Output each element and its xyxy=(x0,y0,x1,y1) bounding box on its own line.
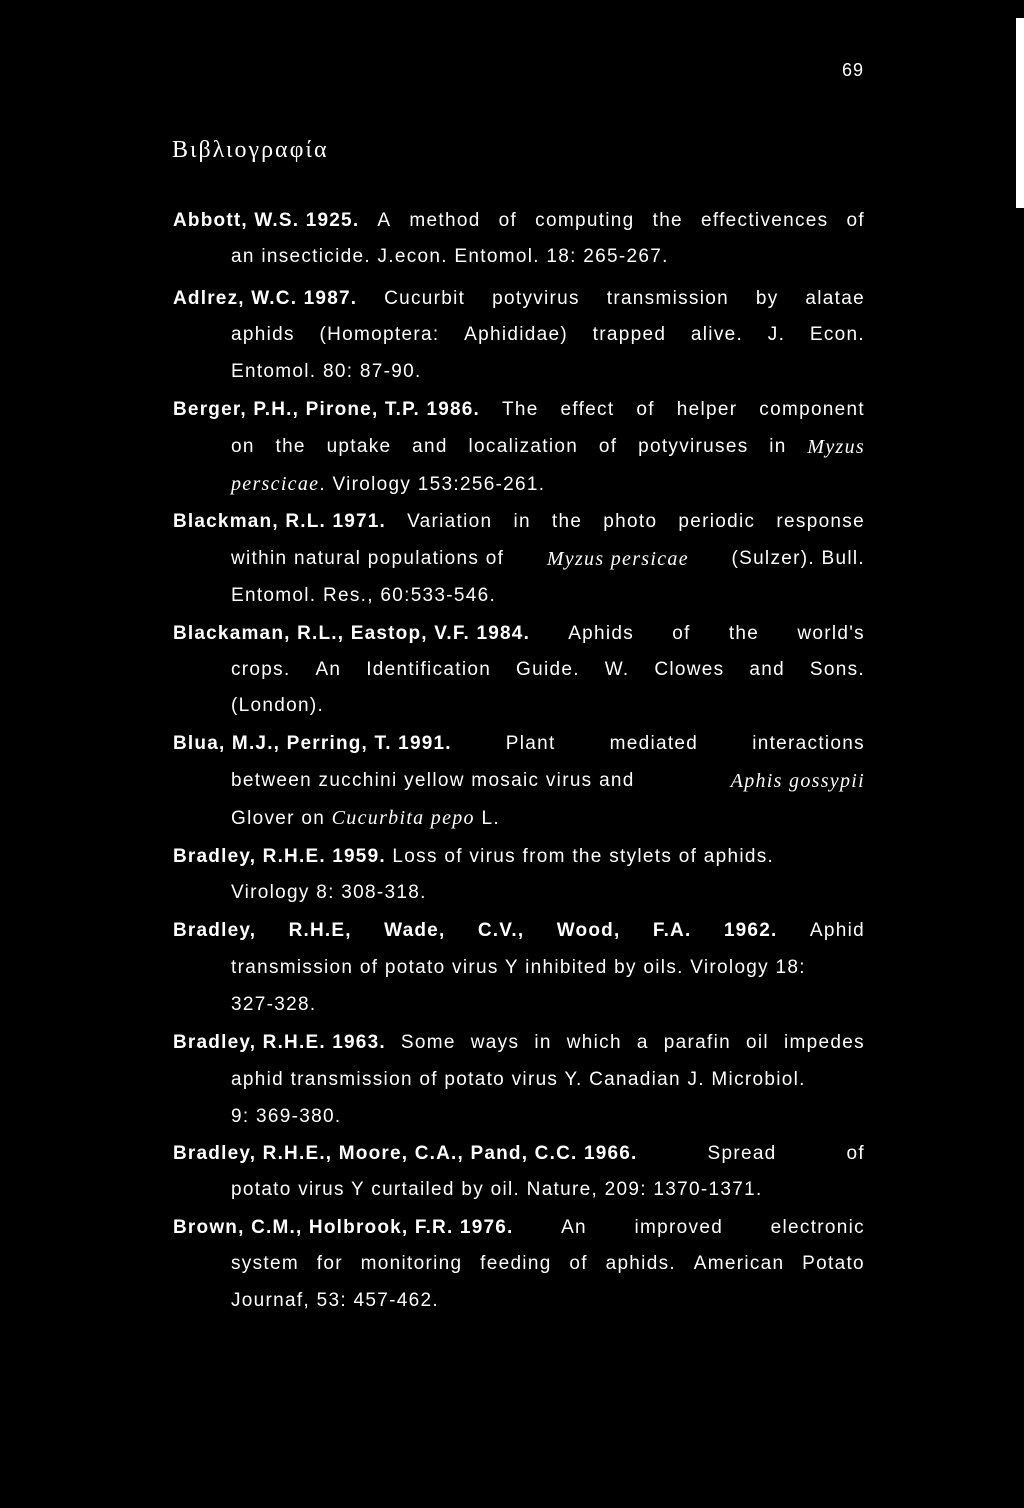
reference-blua-1991 xyxy=(173,729,865,759)
reference-line: Journaf, 53: 457-462. xyxy=(231,1290,439,1311)
reference-text: Glover on xyxy=(231,808,326,829)
reference-author: Bradley, R.H.E. 1959. xyxy=(173,846,386,867)
reference-word: Variation xyxy=(407,511,493,532)
reference-word: A xyxy=(377,210,392,231)
reference-word: Clowes xyxy=(654,659,725,680)
reference-author-part: C.V., xyxy=(477,920,525,941)
reference-word: of xyxy=(598,436,618,457)
reference-line: an insecticide. J.econ. Entomol. 18: 265-267. xyxy=(231,246,669,267)
reference-author: Blackaman, R.L., Eastop, V.F. 1984. xyxy=(173,623,531,644)
reference-word: localization xyxy=(468,436,579,457)
page-edge-bar xyxy=(1016,18,1024,208)
reference-line: 327-328. xyxy=(231,994,317,1015)
reference-text: . Virology 153:256-261. xyxy=(319,474,546,495)
reference-word: Some xyxy=(400,1032,456,1053)
reference-text: Loss of virus from the stylets of aphids. xyxy=(392,846,775,867)
reference-text: between zucchini yellow mosaic virus and xyxy=(231,770,635,791)
species-name: Cucurbita pepo xyxy=(331,807,475,829)
reference-word: potyviruses xyxy=(638,436,749,457)
reference-word: Guide. xyxy=(516,659,580,680)
reference-author: Blua, M.J., Perring, T. 1991. xyxy=(173,733,452,754)
reference-author: Bradley, R.H.E. 1963. xyxy=(173,1032,386,1053)
species-name: perscicae xyxy=(231,473,320,495)
reference-line xyxy=(231,469,545,500)
reference-word: ways xyxy=(470,1032,520,1053)
reference-word: An xyxy=(561,1217,587,1238)
reference-word: parafin xyxy=(663,1032,731,1053)
reference-line: potato virus Y curtailed by oil. Nature, 209: 1370-1371. xyxy=(231,1179,763,1200)
reference-author-part: Bradley, xyxy=(173,920,257,941)
reference-word: (Homoptera: xyxy=(319,324,440,345)
reference-bradley-1966 xyxy=(173,1139,865,1169)
reference-word: of xyxy=(569,1253,588,1274)
reference-word: transmission xyxy=(606,288,729,309)
reference-word: of xyxy=(846,1143,865,1164)
reference-word: photo xyxy=(603,511,658,532)
reference-word: monitoring xyxy=(360,1253,463,1274)
reference-word: J. xyxy=(767,324,786,345)
reference-line xyxy=(231,803,500,834)
reference-word: oil xyxy=(746,1032,769,1053)
reference-line: transmission of potato virus Y inhibited by oils. Virology 18: xyxy=(231,957,806,978)
reference-word: of xyxy=(498,210,518,231)
reference-author-part: R.H.E, xyxy=(288,920,352,941)
reference-berger-1986 xyxy=(173,395,865,425)
reference-line: aphid transmission of potato virus Y. Canadian J. Microbiol. xyxy=(231,1069,806,1090)
page-title: Βιβλιογραφία xyxy=(172,137,329,163)
reference-word: effect xyxy=(560,399,615,420)
reference-word: of xyxy=(672,623,691,644)
reference-word: American xyxy=(693,1253,785,1274)
reference-author-part: F.A. xyxy=(652,920,692,941)
reference-word: of xyxy=(846,210,865,231)
species-name: Aphis gossypii xyxy=(730,770,865,792)
reference-word: Spread xyxy=(707,1143,777,1164)
reference-word: system xyxy=(231,1253,299,1274)
reference-word: the xyxy=(551,511,583,532)
reference-word: An xyxy=(315,659,342,680)
reference-word: the xyxy=(652,210,683,231)
reference-word: improved xyxy=(634,1217,724,1238)
species-name: Myzus persicae xyxy=(546,548,689,570)
reference-word: Potato xyxy=(802,1253,865,1274)
page-number: 69 xyxy=(842,60,865,80)
reference-word: response xyxy=(776,511,865,532)
reference-word: Plant xyxy=(505,733,556,754)
reference-text: L. xyxy=(481,808,500,829)
reference-word: W. xyxy=(604,659,630,680)
reference-author: Blackman, R.L. 1971. xyxy=(173,511,387,532)
reference-word: feeding xyxy=(480,1253,552,1274)
reference-text: within natural populations of xyxy=(231,548,505,569)
species-name: Myzus xyxy=(807,436,865,458)
reference-word: potyvirus xyxy=(492,288,580,309)
reference-brown-1976 xyxy=(173,1213,865,1243)
reference-bradley-1962 xyxy=(173,916,865,946)
reference-word: a xyxy=(636,1032,649,1053)
reference-bradley-1959 xyxy=(173,842,774,872)
reference-word: Aphids xyxy=(568,623,635,644)
reference-line: (London). xyxy=(231,695,325,716)
reference-word: trapped xyxy=(592,324,667,345)
reference-word: component xyxy=(759,399,865,420)
reference-word: in xyxy=(513,511,531,532)
reference-line xyxy=(231,766,865,796)
reference-word: alive. xyxy=(690,324,744,345)
reference-line: Entomol. Res., 60:533-546. xyxy=(231,585,497,606)
reference-word: alatae xyxy=(805,288,865,309)
reference-word: effectivences xyxy=(701,210,829,231)
reference-line: 9: 369-380. xyxy=(231,1106,342,1127)
reference-line: Virology 8: 308-318. xyxy=(231,882,427,903)
reference-author: Brown, C.M., Holbrook, F.R. 1976. xyxy=(173,1217,514,1238)
reference-word: Aphididae) xyxy=(464,324,568,345)
reference-bradley-1963 xyxy=(173,1028,865,1058)
reference-word: The xyxy=(501,399,539,420)
reference-line xyxy=(231,432,865,462)
reference-author: Bradley, R.H.E., Moore, C.A., Pand, C.C. 1966. xyxy=(173,1143,638,1164)
reference-author: Berger, P.H., Pirone, T.P. 1986. xyxy=(173,399,481,420)
reference-word: helper xyxy=(676,399,738,420)
reference-word: the xyxy=(275,436,306,457)
reference-word: aphids xyxy=(231,324,295,345)
reference-word: impedes xyxy=(784,1032,865,1053)
reference-word: uptake xyxy=(326,436,392,457)
reference-word: computing xyxy=(535,210,635,231)
reference-word: Cucurbit xyxy=(384,288,466,309)
reference-word: the xyxy=(728,623,760,644)
reference-word: in xyxy=(534,1032,552,1053)
reference-word: electronic xyxy=(770,1217,865,1238)
reference-adlrez-1987 xyxy=(173,284,865,314)
reference-word: in xyxy=(769,436,787,457)
reference-word: which xyxy=(566,1032,622,1053)
reference-word: crops. xyxy=(231,659,291,680)
reference-text: (Sulzer). Bull. xyxy=(731,548,865,569)
reference-line xyxy=(231,1249,865,1279)
reference-line xyxy=(231,544,865,574)
reference-word: method xyxy=(409,210,481,231)
reference-line xyxy=(231,320,865,350)
reference-word: and xyxy=(412,436,448,457)
reference-word: Aphid xyxy=(809,920,865,941)
reference-word: for xyxy=(316,1253,343,1274)
reference-word: Sons. xyxy=(809,659,865,680)
reference-word: on xyxy=(231,436,255,457)
reference-blackaman-1984 xyxy=(173,619,865,649)
reference-word: aphids. xyxy=(605,1253,676,1274)
reference-word: mediated xyxy=(609,733,699,754)
reference-line xyxy=(231,655,865,685)
reference-line: Entomol. 80: 87-90. xyxy=(231,361,422,382)
reference-word: interactions xyxy=(752,733,865,754)
reference-word: Econ. xyxy=(809,324,865,345)
reference-word: periodic xyxy=(678,511,756,532)
reference-blackman-1971 xyxy=(173,507,865,537)
reference-author: Abbott, W.S. 1925. xyxy=(173,210,360,231)
reference-word: Identification xyxy=(366,659,492,680)
reference-author: Adlrez, W.C. 1987. xyxy=(173,288,358,309)
reference-word: world's xyxy=(797,623,865,644)
reference-author-part: Wood, xyxy=(556,920,621,941)
reference-word: by xyxy=(755,288,779,309)
reference-word: of xyxy=(636,399,655,420)
reference-word: and xyxy=(749,659,785,680)
reference-abbott-1925 xyxy=(173,206,865,236)
reference-author-part: 1962. xyxy=(723,920,778,941)
reference-author-part: Wade, xyxy=(384,920,446,941)
